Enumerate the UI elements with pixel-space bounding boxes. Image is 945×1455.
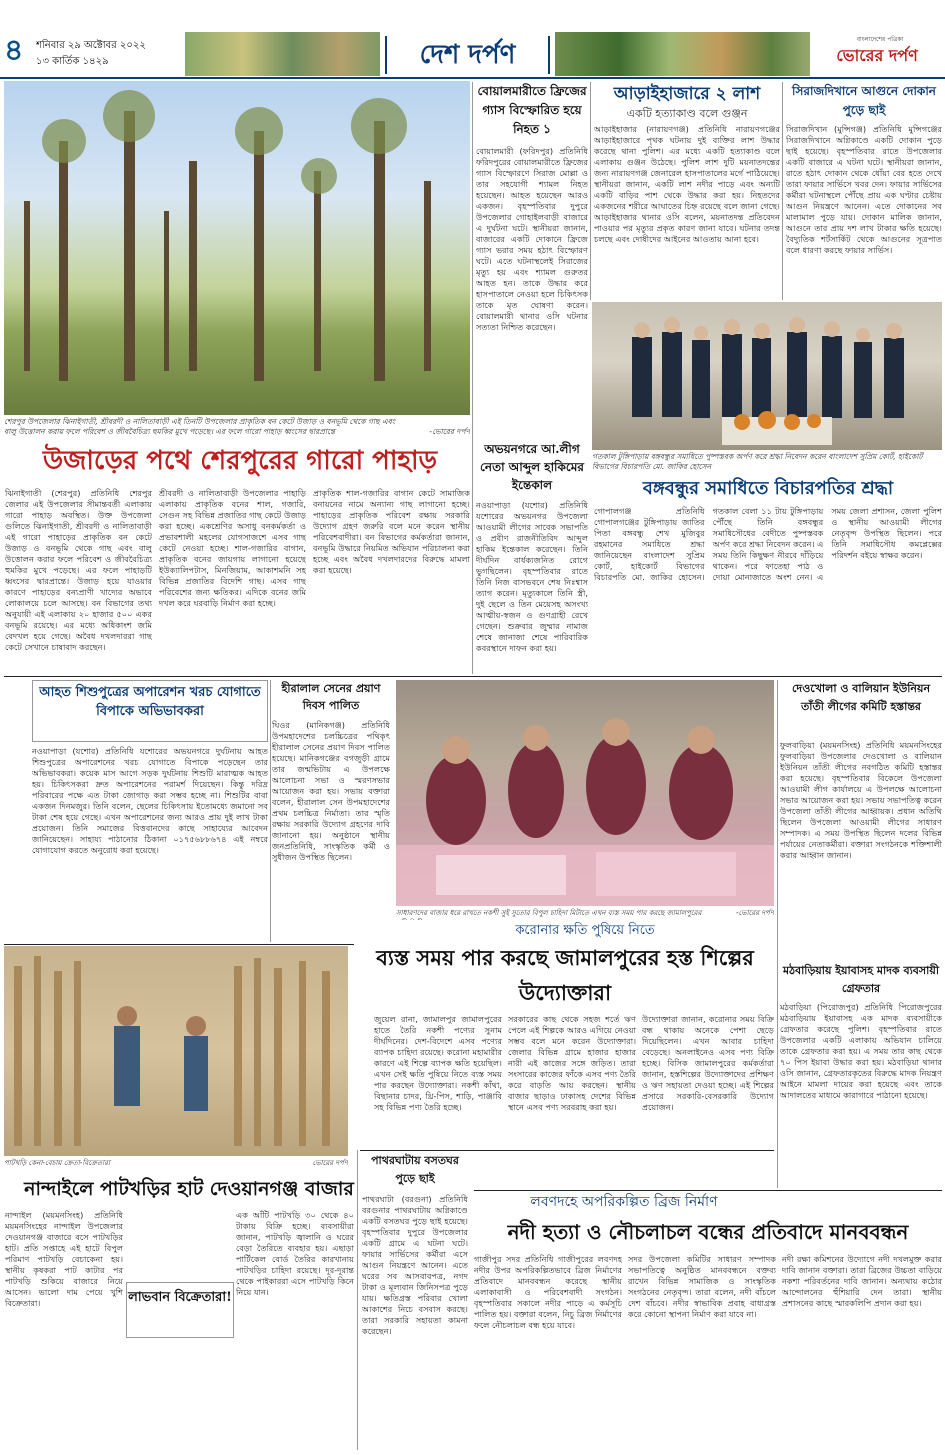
jamalpur-headline: ব্যস্ত সময় পার করছে জামালপুরের হস্ত শিল্পের উদ্যোক্তারা (376, 945, 754, 1005)
taati-body: ফুলবাড়িয়া (ময়মনসিংহ) প্রতিনিধি ময়মনসিংহের ফুলবাড়িয়া উপজেলার দেওখোলা ও বালিয়ান ইউনিয়ন তাঁতী লীগের নবগঠিত কমিটি হস্তান্তর করা হয়েছে। বৃহস্পতিবার বিকেলে উপজেলা আওয়ামী লীগ কার্যালয়ে এ উপলক্ষে আলোচনা সভার আয়োজন করা হয়। সভায় সভাপতিত্ব করেন উপজেলা তাঁতী লীগের আহ্বায়ক। প্রধান অতিথি ছিলেন উপজেলা আওয়ামী লীগের সাধারণ সম্পাদক। এ সময় উপস্থিত ছিলেন দলের বিভিন্ন পর্যায়ের নেতাকর্মীরা। বক্তারা সংগঠনকে শক্তিশালী করার আহ্বান জানান। (780, 740, 942, 860)
lobondoho-body-col1: গাজীপুর সদর প্রতিনিধি গাজীপুরের লবণদহ নদীর উপর অপরিকল্পিতভাবে ব্রিজ নির্মাণের প্রতিবাদে মানববন্ধন করেছে স্থানীয় এলাকাবাসী ও পরিবেশবাদী সংগঠন। বৃহস্পতিবার সকালে নদীর পাড়ে এ কর্মসূচি পালিত হয়। বক্তারা বলেন, নিচু ব্রিজ নির্মাণের ফলে নৌচলাচল বন্ধ হয়ে যাবে। (474, 1254, 622, 1330)
sherpur-headline: উজাড়ের পথে শেরপুরের গারো পাহাড় (42, 446, 438, 476)
mathbaria-body: মঠবাড়িয়া (পিরোজপুর) প্রতিনিধি পিরোজপুরের মঠবাড়িয়ায় ইয়াবাসহ এক মাদক ব্যবসায়ীকে গ্রেফতার করেছে পুলিশ। বৃহস্পতিবার রাতে উপজেলার একটি এলাকায় অভিযান চালিয়ে তাকে গ্রেফতার করা হয়। এ সময় তার কাছ থেকে ৭০ পিস ইয়াবা উদ্ধার করা হয়। মঠবাড়িয়া থানার ওসি জানান, গ্রেফতারকৃতের বিরুদ্ধে মাদক নিয়ন্ত্রণ আইনে মামলা দায়ের করা হয়েছে এবং তাকে আদালতের মাধ্যমে কারাগারে পাঠানো হয়েছে। (780, 1002, 942, 1100)
pathorghata-body: পাথরঘাটা (বরগুনা) প্রতিনিধি বরগুনার পাথরঘাটায় অগ্নিকাণ্ডে একটি বসতঘর পুড়ে ছাই হয়েছে। বৃহস্পতিবার দুপুরে উপজেলার একটি গ্রামে এ ঘটনা ঘটে। ফায়ার সার্ভিসের কর্মীরা এসে আগুন নিয়ন্ত্রণে আনেন। এতে ঘরের সব আসবাবপত্র, নগদ টাকা ও মূল্যবান জিনিসপত্র পুড়ে যায়। ক্ষতিগ্রস্ত পরিবার খোলা আকাশের নিচে বসবাস করছে। তারা সরকারি সহায়তা কামনা করেছেন। (362, 1194, 468, 1336)
abhaynagar-headline: অভয়নগরে আ.লীগ নেতা আব্দুল হাকিমের ইন্তেকাল (480, 442, 584, 492)
sirajdikhan-headline: সিরাজদিখানে আগুনে দোকান পুড়ে ছাই (792, 84, 936, 117)
sherpur-body-col2: শ্রীবরদী ও নালিতাবাড়ী উপজেলার পাহাড়ি এলাকায় প্রাকৃতিক বনের শাল, গজারি, সেগুন সহ বিভিন্ন প্রজাতির গাছ কেটে উজাড় করা হচ্ছে। একশ্রেণির অসাধু বনকর্মকর্তা ও প্রভাবশালী মহলের যোগসাজশে এসব গাছ কেটে নেওয়া হচ্ছে। শাল-গজারির বাগান, প্রাকৃতিক বনের জায়গায় লাগানো হয়েছে ইউক্যালিপটাস, মিনজিয়াম, আকাশমনি সহ বিভিন্ন প্রজাতির বিদেশি গাছ। এসব গাছ পরিবেশের জন্য ক্ষতিকর। এদিকে বনের জমি দখল করে ঘরবাড়ি নির্মাণ করা হচ্ছে। (159, 488, 306, 608)
page-header (0, 0, 945, 76)
section-divider (360, 1150, 774, 1151)
column-rule (782, 82, 783, 300)
abhaynagar-body: নওয়াপাড়া (যশোর) প্রতিনিধি যশোরের অভয়নগর উপজেলা আওয়ামী লীগের সাবেক সভাপতি ও প্রবীণ রাজনীতিবিদ আব্দুল হাকিম ইন্তেকাল করেছেন। তিনি দীর্ঘদিন বার্ধক্যজনিত রোগে ভুগছিলেন। বৃহস্পতিবার রাতে তিনি নিজ বাসভবনে শেষ নিঃশ্বাস ত্যাগ করেন। মৃত্যুকালে তিনি স্ত্রী, দুই ছেলে ও তিন মেয়েসহ অসংখ্য আত্মীয়-স্বজন ও গুণগ্রাহী রেখে গেছেন। শুক্রবার জুম্মার নামাজ শেষে জানাজা শেষে পারিবারিক কবরস্থানে দাফন করা হয়। (476, 500, 588, 653)
lobondoho-body-col3: নদী রক্ষা কমিশনের উদ্যোগে নদী দখলমুক্ত করার দাবি জানান বক্তারা। তারা ব্রিজের উচ্চতা বাড়িয়ে নকশা পরিবর্তনের দাবি জানান। অন্যথায় কঠোর আন্দোলনের হুঁশিয়ারি দেন তারা। স্থানীয় প্রশাসনের কাছে স্মারকলিপি প্রদান করা হয়। (782, 1254, 942, 1308)
wounded-child-body: নওয়াপাড়া (যশোর) প্রতিনিধি যশোরের অভয়নগরে দুর্ঘটনায় আহত শিশুপুত্রের অপারেশনের খরচ যোগাতে বিপাকে পড়েছেন তার অভিভাবকরা। কয়েক মাস আগে সড়ক দুর্ঘটনায় শিশুটি মারাত্মক আহত হয়। চিকিৎসকরা দ্রুত অপারেশনের পরামর্শ দিয়েছেন। কিন্তু দরিদ্র পরিবারের পক্ষে এত টাকা জোগাড় করা সম্ভব হচ্ছে না। শিশুটির বাবা একজন দিনমজুর। তিনি বলেন, ছেলের চিকিৎসায় ইতোমধ্যে জমানো সব টাকা শেষ হয়ে গেছে। এখন অপারেশনের জন্য আরও প্রায় দুই লাখ টাকা প্রয়োজন। তিনি সমাজের বিত্তবানদের কাছে সাহায্যের আবেদন জানিয়েছেন। সাহায্য পাঠানোর ঠিকানা ০১৭৫৬৮৮৬৭৪ এই নম্বরে যোগাযোগ করতে অনুরোধ করা হয়েছে। (32, 746, 268, 855)
column-rule (590, 82, 591, 300)
wounded-child-headline: আহত শিশুপুত্রের অপারেশন খরচ যোগাতে বিপাকে অভিভাবকরা (39, 685, 261, 719)
sherpur-photo-credit: -ভোরের দর্পণ (429, 427, 470, 436)
jamalpur-body-col3: উদ্যোক্তারা জানান, করোনার সময় বিক্রি বন্ধ থাকায় অনেকে পেশা ছেড়ে দিয়েছিলেন। এখন আবার চাহিদা বেড়েছে। অনলাইনেও এসব পণ্য বিক্রি হচ্ছে। বিসিক জামালপুরের কর্মকর্তারা জানান, হস্তশিল্পের উদ্যোক্তাদের প্রশিক্ষণ ও ঋণ সহায়তা দেওয়া হচ্ছে। এই শিল্পের প্রসারে সরকারি-বেসরকারি উদ্যোগ প্রয়োজন। (642, 1014, 774, 1112)
taati-headline: দেওখোলা ও বালিয়ান ইউনিয়ন তাঁতী লীগের কমিটি হস্তান্তর (791, 682, 931, 713)
issue-date: শনিবার ২৯ অক্টোবর ২০২২ (36, 40, 146, 51)
header-photo-strip-left (185, 32, 380, 76)
nandail-photo-caption: পাটখড়ি কেনা-বেচায় ক্রেতা-বিক্রেতারা (4, 1159, 111, 1167)
sherpur-body-col3: প্রাকৃতিক শাল-গজারির বাগান কেটে সামাজিক বনায়নের নামে অন্যান্য গাছ লাগানো হচ্ছে। পাহাড়ের প্রাকৃতিক পরিবেশ রক্ষায় সরকারি উদ্যোগ গ্রহণ জরুরি বলে মনে করেন স্থানীয় পরিবেশবাদীরা। বন বিভাগের কর্মকর্তারা জানান, বনভূমি উদ্ধারে নিয়মিত অভিযান পরিচালনা করা হচ্ছে এবং অবৈধ দখলদারদের বিরুদ্ধে মামলা করা হয়েছে। (313, 488, 470, 575)
mathbaria-headline: মঠবাড়িয়ায় ইয়াবাসহ মাদক ব্যবসায়ী গ্রেফতার (783, 964, 939, 995)
boalmari-headline: বোয়ালমারীতে ফ্রিজের গ্যাস বিস্ফোরিত হয়ে নিহত ১ (477, 84, 587, 136)
araihazar-headline: আড়াইহাজারে ২ লাশ (613, 84, 761, 104)
page-number: ৪ (4, 34, 24, 68)
jamalpur-body-col2: সরকারের কাছ থেকে সহজ শর্তে ঋণ পেলে এই শিল্পকে আরও এগিয়ে নেওয়া সম্ভব বলে মনে করেন উদ্যোক্তারা। জেলার বিভিন্ন গ্রামে হাজার হাজার নারী এই কাজের সঙ্গে জড়িত। তারা সংসারের কাজের ফাঁকে এসব পণ্য তৈরি করে বাড়তি আয় করছেন। স্থানীয় বাজার ছাড়াও ঢাকাসহ দেশের বিভিন্ন স্থানে এসব পণ্য সরবরাহ করা হয়। (508, 1014, 636, 1112)
column-rule (270, 680, 271, 942)
top-section-divider (4, 676, 942, 677)
bangabandhu-tribute-photo (592, 302, 942, 450)
sherpur-forest-photo (4, 81, 470, 415)
column-rule (357, 1150, 358, 1450)
sirajdikhan-body: সিরাজদিখান (মুন্সিগঞ্জ) প্রতিনিধি মুন্সিগঞ্জের সিরাজদিখানে অগ্নিকাণ্ডে একটি দোকান পুড়ে ছাই হয়েছে। বৃহস্পতিবার রাতে উপজেলার একটি বাজারে এ ঘটনা ঘটে। স্থানীয়রা জানান, রাতে হঠাৎ দোকান থেকে ধোঁয়া বের হতে দেখে তারা ফায়ার সার্ভিসে খবর দেন। ফায়ার সার্ভিসের কর্মীরা ঘটনাস্থলে পৌঁছে প্রায় এক ঘণ্টার চেষ্টায় আগুন নিয়ন্ত্রণে আনেন। এতে দোকানের সব মালামাল পুড়ে যায়। দোকান মালিক জানান, আগুনে তার প্রায় দশ লাখ টাকার ক্ষতি হয়েছে। বৈদ্যুতিক শর্টসার্কিট থেকে আগুনের সূত্রপাত বলে ধারণা করছে ফায়ার সার্ভিস। (786, 124, 942, 255)
araihazar-body: আড়াইহাজার (নারায়ণগঞ্জ) প্রতিনিধি নারায়ণগঞ্জের আড়াইহাজারে পৃথক ঘটনায় দুই ব্যক্তির লাশ উদ্ধার করেছে থানা পুলিশ। এর মধ্যে একটি হত্যাকাণ্ড বলে এলাকায় গুঞ্জন উঠেছে। পুলিশ লাশ দুটি ময়নাতদন্তের জন্য নারায়ণগঞ্জ জেনারেল হাসপাতালের মর্গে পাঠিয়েছে। স্থানীয়রা জানান, একটি লাশ নদীর পাড়ে এবং অন্যটি একটি বাড়ির পাশ থেকে উদ্ধার করা হয়। নিহতদের একজনের শরীরে আঘাতের চিহ্ন রয়েছে বলে জানা গেছে। আড়াইহাজার থানার ওসি বলেন, ময়নাতদন্ত প্রতিবেদন পাওয়ার পর মৃত্যুর প্রকৃত কারণ জানা যাবে। ঘটনার তদন্ত চলছে এবং দোষীদের আইনের আওতায় আনা হবে। (594, 124, 780, 244)
boalmari-body: বোয়ালমারী (ফরিদপুর) প্রতিনিধি ফরিদপুরের বোয়ালমারীতে ফ্রিজের গ্যাস বিস্ফোরণে সিরাজ মোল্লা ও তার সহযোগী শ্যামল নিহত হয়েছেন। আহত হয়েছেন আরও একজন। বৃহস্পতিবার দুপুরে উপজেলার গোহাইলবাড়ী বাজারে এ দুর্ঘটনা ঘটে। স্থানীয়রা জানান, বাজারের একটি দোকানে ফ্রিজে গ্যাস ভরার সময় হঠাৎ বিস্ফোরণ ঘটে। এতে ঘটনাস্থলেই সিরাজের মৃত্যু হয় এবং শ্যামল গুরুতর আহত হন। তাকে উদ্ধার করে হাসপাতালে নেওয়া হলে চিকিৎসক তাকে মৃত ঘোষণা করেন। বোয়ালমারী থানার ওসি ঘটনার সত্যতা নিশ্চিত করেছেন। (476, 146, 588, 332)
header-divider (0, 77, 945, 79)
pathorghata-headline: পাথরঘাটায় বসতঘর পুড়ে ছাই (371, 1154, 459, 1185)
jamalpur-kicker: করোনার ক্ষতি পুষিয়ে নিতে (515, 923, 655, 938)
nandail-body-col1: নান্দাইল (ময়মনসিংহ) প্রতিনিধি ময়মনসিংহের নান্দাইল উপজেলার দেওয়ানগঞ্জ বাজারে বসে পাটখড়ির হাট। প্রতি সপ্তাহে এই হাটে বিপুল পরিমাণ পাটখড়ি বেচাকেনা হয়। স্থানীয় কৃষকরা পাট কাটার পর পাটখড়ি শুকিয়ে বাজারে নিয়ে আসেন। ভালো দাম পেয়ে খুশি বিক্রেতারা। (5, 1210, 123, 1308)
lobondoho-headline: নদী হত্যা ও নৌচলাচল বন্ধের প্রতিবাদে মানববন্ধন (507, 1220, 909, 1244)
nandail-jute-stick-photo (4, 946, 348, 1156)
section-divider (474, 1190, 942, 1191)
lobondoho-kicker: লবণদহে অপরিকল্পিত ব্রিজ নির্মাণ (530, 1194, 718, 1210)
hiralal-headline: হীরালাল সেনের প্রয়াণ দিবস পালিত (281, 682, 381, 712)
column-rule (472, 82, 473, 674)
jamalpur-embroidery-photo (396, 680, 774, 906)
column-rule (777, 680, 778, 1188)
jamalpur-photo-credit: -ভোরের দর্পণ (735, 909, 774, 917)
nandail-subhead-box (126, 1282, 234, 1338)
hiralal-body: ঘিওর (মানিকগঞ্জ) প্রতিনিধি উপমহাদেশের চলচ্চিত্রের পথিকৃৎ হীরালাল সেনের প্রয়াণ দিবস পালিত হয়েছে। মানিকগঞ্জের বগজুড়ী গ্রামে তার জন্মভিটায় এ উপলক্ষে আলোচনা সভা ও স্মরণসভার আয়োজন করা হয়। সভায় বক্তারা বলেন, হীরালাল সেন উপমহাদেশের প্রথম চলচ্চিত্র নির্মাতা। তার স্মৃতি রক্ষায় সরকারি উদ্যোগ গ্রহণের দাবি জানানো হয়। অনুষ্ঠানে স্থানীয় জনপ্রতিনিধি, সাংস্কৃতিক কর্মী ও সুধীজন উপস্থিত ছিলেন। (272, 720, 390, 862)
header-photo-strip-right (555, 32, 810, 76)
section-divider (4, 944, 354, 945)
masthead-tagline: বাংলাদেশের পত্রিকা (856, 36, 904, 43)
jamalpur-photo-caption: সাধারণদের বাজার ধরে রাখতে নকশী সুই সুতোর বিপুল চাহিদা মিটাতে এখন ব্যস্ত সময় পার করছে জামালপুরের (396, 909, 702, 917)
nandail-photo-credit: ভোরের দর্পণ (312, 1159, 348, 1167)
bangabandhu-photo-caption: গতকাল টুঙ্গিপাড়ায় বঙ্গবন্ধুর সমাধিতে পুষ্পস্তবক অর্পণ করে শ্রদ্ধা নিবেদন করেন বাংলাদেশ সুপ্রিম কোর্ট, হাইকোর্ট বিভাগের বিচারপতি মো. জাকির হোসেন (592, 452, 923, 471)
section-title: দেশ দর্পণ (385, 36, 550, 74)
nandail-headline: নান্দাইলে পাটখড়ির হাট দেওয়ানগঞ্জ বাজার (24, 1178, 354, 1200)
sherpur-body-col1: ঝিনাইগাতী (শেরপুর) প্রতিনিধি শেরপুর জেলার এই উপজেলার সীমান্তবর্তী এলাকায় গারো পাহাড় অবস্থিত। উক্ত উপজেলা গুলিতে ঝিনাইগাতী, শ্রীবরদী ও নালিতাবাড়ী এই গারো পাহাড়ের প্রাকৃতিক বন কেটে উজাড় ও বনভূমি থেকে গাছ এবং বালু উত্তোলন করার ফলে পরিবেশ ও জীববৈচিত্র্য হুমকির মুখে পড়েছে। এর ফলে পাহাড়টি ধ্বংসের দ্বারপ্রান্তে। উজাড় হয়ে যাওয়ার কারণে পাহাড়ের বন্যপ্রাণী খাদ্যের অভাবে লোকালয়ে চলে আসছে। বন বিভাগের তথ্য অনুযায়ী এই এলাকায় ২০ হাজার ৫০০ একর বনভূমি রয়েছে। এর মধ্যে অধিকাংশ জমি বেদখল হয়ে গেছে। অবৈধ দখলদাররা গাছ কেটে সেখানে চাষাবাদ করছেন। (5, 488, 152, 652)
bangabandhu-headline: বঙ্গবন্ধুর সমাধিতে বিচারপতির শ্রদ্ধা (642, 478, 894, 499)
nandail-subhead: লাভবান বিক্রেতারা! (128, 1290, 232, 1305)
issue-date-bangla: ১৩ কার্তিক ১৪২৯ (36, 56, 109, 67)
bangabandhu-body: গোপালগঞ্জ প্রতিনিধি গোপালগঞ্জের টুঙ্গিপাড়ায় জাতির পিতা বঙ্গবন্ধু শেখ মুজিবুর রহমানের সমাধিতে শ্রদ্ধা জানিয়েছেন বাংলাদেশ সুপ্রিম কোর্ট, হাইকোর্ট বিভাগের বিচারপতি মো. জাকির হোসেন। গতকাল বেলা ১১ টায় টুঙ্গিপাড়ায় পৌঁছে তিনি বঙ্গবন্ধুর সমাধিসৌধের বেদীতে পুষ্পস্তবক অর্পণ করে শ্রদ্ধা নিবেদন করেন। এ সময় তিনি কিছুক্ষণ নীরবে দাঁড়িয়ে থাকেন। পরে ফাতেহা পাঠ ও দোয়া মোনাজাতে অংশ নেন। এ সময় জেলা প্রশাসন, জেলা পুলিশ ও স্থানীয় আওয়ামী লীগের নেতৃবৃন্দ উপস্থিত ছিলেন। পরে তিনি সমাধিসৌধ কমপ্লেক্সের পরিদর্শন বইয়ে স্বাক্ষর করেন। (594, 506, 942, 582)
wounded-child-box (32, 680, 268, 742)
sherpur-photo-caption: শেরপুর উপজেলার ঝিনাইগাতী, শ্রীবরদী ও নালিতাবাড়ী এই তিনটি উপজেলার প্রাকৃতিক বন কেটে উজাড় ও বনভূমি থেকে গাছ এবং বালু উত্তোলন করায় ফলে পরিবেশ ও জীববৈচিত্র্য হুমকির মুখে পড়েছে। এর ফলে গারো পাহাড় ধ্বংসের দ্বারপ্রান্তে (4, 417, 396, 436)
araihazar-subhead: একটি হত্যাকাণ্ড বলে গুঞ্জন (626, 107, 748, 120)
nandail-body-col2: এক আঁটি পাটখড়ি ৩০ থেকে ৪০ টাকায় বিক্রি হচ্ছে। ব্যবসায়ীরা জানান, পাটখড়ি জ্বালানি ও ঘরের বেড়া তৈরিতে ব্যবহার হয়। এছাড়া পার্টিকেল বোর্ড তৈরির কারখানায় পাটখড়ির চাহিদা রয়েছে। দূর-দূরান্ত থেকে পাইকাররা এসে পাটখড়ি কিনে নিয়ে যান। (236, 1210, 354, 1297)
masthead-logo: ভোরের দর্পণ (836, 46, 918, 65)
jamalpur-body-col1: জুয়েল রানা, জামালপুর জামালপুরের হাতে তৈরি নকশী পণ্যের সুনাম দীর্ঘদিনের। দেশ-বিদেশে এসব পণ্যের ব্যাপক চাহিদা রয়েছে। করোনা মহামারীর কারণে এই শিল্পে ব্যাপক ক্ষতি হয়েছিল। এখন সেই ক্ষতি পুষিয়ে নিতে ব্যস্ত সময় পার করছেন উদ্যোক্তারা। নকশী কাঁথা, বিছানার চাদর, থ্রি-পিস, শাড়ি, পাঞ্জাবি সহ বিভিন্ন পণ্য তৈরি হচ্ছে। (374, 1014, 502, 1112)
lobondoho-body-col2: সদর উপজেলা কমিটির সাধারণ সম্পাদক সভাপতিত্বে অনুষ্ঠিত মানববন্ধনে বক্তব্য রাখেন বিভিন্ন সামাজিক ও সাংস্কৃতিক সংগঠনের নেতৃবৃন্দ। তারা বলেন, নদী বাঁচলে দেশ বাঁচবে। নদীর স্বাভাবিক প্রবাহ বাধাগ্রস্ত করে কোনো স্থাপনা নির্মাণ করা যাবে না। (628, 1254, 776, 1319)
